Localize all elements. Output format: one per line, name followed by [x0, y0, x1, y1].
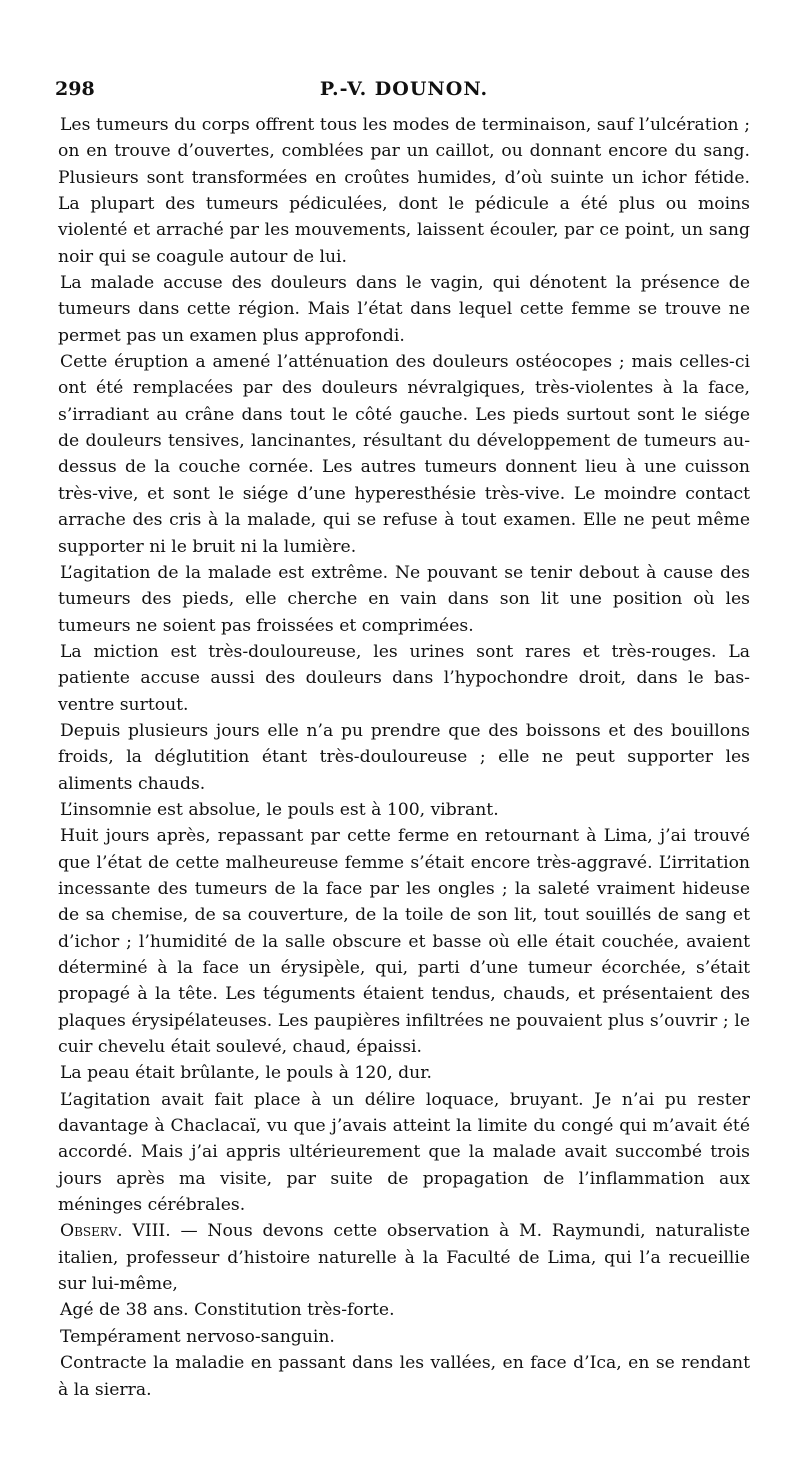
observation-label: Observ. — [60, 1221, 123, 1242]
paragraph: Cette éruption a amené l’atténuation des douleurs ostéocopes ; mais celles-ci ont été remplacées par des douleurs névralgiques, très-violentes à la face, s’irradiant au crâne dans tout le côté gauche. Les pieds surtout sont le siége de douleurs tensives, lancinantes, résultant du développement de tumeurs au-dessus de la couche cornée. Les autres tumeurs donnent lieu à une cuisson très-vive, et sont le siége d’une hyperesthésie très-vive. Le moindre contact arrache des cris à la malade, qui se refuse à tout examen. Elle ne peut même supporter ni le bruit ni la lumière. — [58, 352, 750, 557]
paragraph: L’insomnie est absolue, le pouls est à 100, vibrant. — [60, 799, 499, 820]
page-header — [55, 78, 750, 112]
body-text — [58, 112, 750, 1403]
paragraph: Depuis plusieurs jours elle n’a pu prendre que des boissons et des bouillons froids, la déglutition étant très-douloureuse ; elle ne peut supporter les aliments chauds. — [58, 720, 750, 794]
paragraph: L’agitation de la malade est extrême. Ne pouvant se tenir debout à cause des tumeurs des pieds, elle cherche en vain dans son lit une position où les tumeurs ne soient pas froissées et comprimées. — [58, 562, 750, 636]
paragraph: La malade accuse des douleurs dans le vagin, qui dénotent la présence de tumeurs dans cette région. Mais l’état dans lequel cette femme se trouve ne permet pas un examen plus approfondi. — [58, 273, 750, 346]
paragraph: L’agitation avait fait place à un délire loquace, bruyant. Je n’ai pu rester davantage à Chaclacaï, vu que j’avais atteint la limite du congé qui m’avait été accordé. Mais j’ai appris ultérieurement que la malade avait succombé trois jours après ma visite, par suite de propagation de l’inflammation aux méninges cérébrales. — [58, 1089, 750, 1216]
observation-text: — Nous devons cette observation à M. Raymundi, naturaliste italien, professeur d’histoire naturelle à la Faculté de Lima, qui l’a recueillie sur lui-même, — [58, 1221, 751, 1295]
book-page — [55, 78, 751, 1403]
detail-line: Agé de 38 ans. Constitution très-forte. — [60, 1300, 395, 1321]
detail-line: Tempérament nervoso-sanguin. — [60, 1326, 335, 1347]
page-number: 298 — [55, 78, 95, 100]
detail-line: Contracte la maladie en passant dans les vallées, en face d’Ica, en se rendant à la sierra. — [58, 1353, 750, 1400]
observation-number: VIII. — [132, 1221, 171, 1242]
running-head: P.-V. DOUNON. — [319, 78, 489, 100]
paragraph: La peau était brûlante, le pouls à 120, dur. — [60, 1063, 433, 1084]
observation-paragraph — [58, 1218, 750, 1297]
paragraph: Les tumeurs du corps offrent tous les modes de terminaison, sauf l’ulcération ; on en trouve d’ouvertes, comblées par un caillot, ou donnant encore du sang. Plusieurs sont transformées en croûtes humides, d’où suinte un ichor fétide. La plupart des tumeurs pédiculées, dont le pédicule a été plus ou moins violenté et arraché par les mouvements, laissent écouler, par ce point, un sang noir qui se coagule autour de lui. — [58, 115, 750, 267]
paragraph: Huit jours après, repassant par cette ferme en retournant à Lima, j’ai trouvé que l’état de cette malheureuse femme s’était encore très-aggravé. L’irritation incessante des tumeurs de la face par les ongles ; la saleté vraiment hideuse de sa chemise, de sa couverture, de la toile de son lit, tout souillés de sang et d’ichor ; l’humidité de la salle obscure et basse où elle était couchée, avaient déterminé à la face un érysipèle, qui, parti d’une tumeur écorchée, s’était propagé à la tête. Les téguments étaient tendus, chauds, et présentaient des plaques érysipélateuses. Les paupières infiltrées ne pouvaient plus s’ouvrir ; le cuir chevelu était soulevé, chaud, épaissi. — [58, 826, 750, 1058]
paragraph: La miction est très-douloureuse, les urines sont rares et très-rouges. La patiente accuse aussi des douleurs dans l’hypochondre droit, dans le bas-ventre surtout. — [58, 641, 750, 715]
